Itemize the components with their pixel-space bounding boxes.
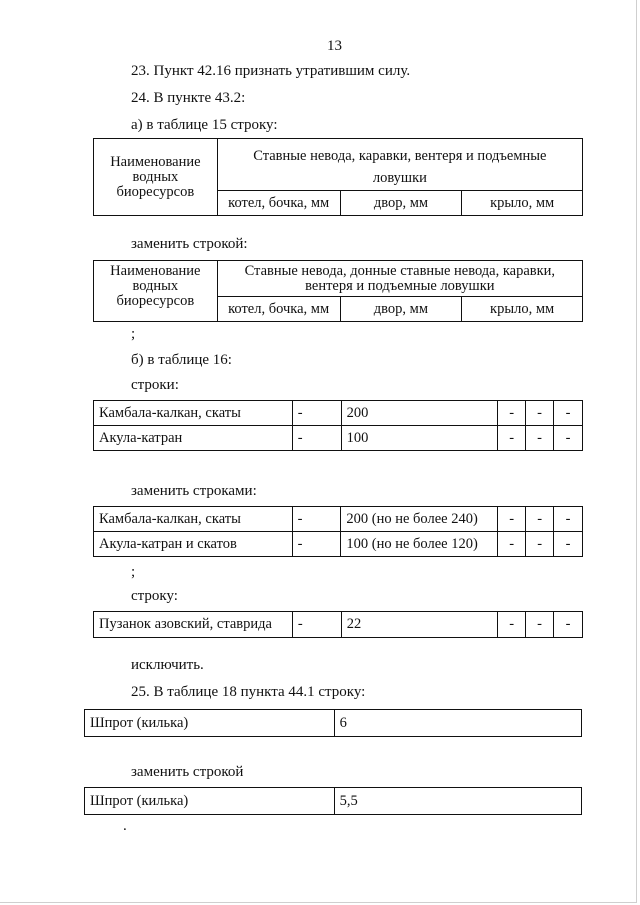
species-cell: Акула-катран и скатов [94, 532, 293, 557]
dash-cell: - [554, 612, 583, 638]
replace-rows-label: заменить строками: [131, 483, 257, 499]
col-krylo: крыло, мм [462, 297, 583, 322]
value-cell: 200 [341, 401, 497, 426]
dash-cell: - [498, 612, 526, 638]
species-cell: Камбала-калкан, скаты [94, 401, 293, 426]
table-row [94, 426, 583, 451]
dash-cell: - [292, 426, 341, 451]
dash-cell: - [554, 426, 583, 451]
row-label: строку: [131, 588, 178, 604]
table-row [94, 507, 583, 532]
table-row [94, 532, 583, 557]
gear-header: Ставные невода, каравки, вентеря и подъемные ловушки [217, 139, 582, 191]
col-dvor: двор, мм [340, 297, 462, 322]
dash-cell: - [292, 532, 341, 557]
species-cell: Пузанок азовский, ставрида [94, 612, 293, 638]
paragraph-24: 24. В пункте 43.2: [131, 90, 246, 106]
dash-cell: - [526, 426, 554, 451]
col-kotel: котел, бочка, мм [217, 297, 340, 322]
paragraph-24a: а) в таблице 15 строку: [131, 117, 278, 133]
dash-cell: - [292, 507, 341, 532]
table-15-old [93, 138, 583, 216]
col-dvor: двор, мм [340, 191, 462, 216]
dash-cell: - [526, 532, 554, 557]
species-cell: Шпрот (килька) [85, 710, 335, 737]
col-krylo: крыло, мм [462, 191, 583, 216]
dash-cell: - [498, 401, 526, 426]
value-cell: 5,5 [334, 788, 581, 815]
value-cell: 200 (но не более 240) [341, 507, 498, 532]
semicolon-1: ; [131, 326, 136, 342]
replace-row-label: заменить строкой: [131, 236, 248, 252]
table-row [85, 710, 582, 737]
gear-header: Ставные невода, донные ставные невода, каравки, вентеря и подъемные ловушки [217, 261, 582, 297]
paragraph-25: 25. В таблице 18 пункта 44.1 строку: [131, 684, 366, 700]
species-cell: Камбала-калкан, скаты [94, 507, 293, 532]
dash-cell: - [292, 401, 341, 426]
page-number: 13 [327, 38, 342, 54]
dash-cell: - [526, 401, 554, 426]
dash-cell: - [498, 426, 526, 451]
rows-label: строки: [131, 377, 179, 393]
dash-cell: - [554, 532, 583, 557]
dash-cell: - [554, 507, 583, 532]
value-cell: 22 [341, 612, 497, 638]
value-cell: 100 [341, 426, 497, 451]
name-header: Наименование водных биоресурсов [94, 139, 218, 216]
table-row [94, 612, 583, 638]
value-cell: 6 [334, 710, 581, 737]
paragraph-24b: б) в таблице 16: [131, 352, 232, 368]
table-row [94, 401, 583, 426]
paragraph-23: 23. Пункт 42.16 признать утратившим силу. [131, 63, 411, 79]
table-15-new [93, 260, 583, 322]
dash-cell: - [292, 612, 341, 638]
exclude-label: исключить. [131, 657, 204, 673]
species-cell: Акула-катран [94, 426, 293, 451]
table-18-old [84, 709, 582, 737]
col-kotel: котел, бочка, мм [217, 191, 340, 216]
table-16-old [93, 400, 583, 451]
dash-cell: - [498, 507, 526, 532]
dash-cell: - [526, 507, 554, 532]
semicolon-2: ; [131, 564, 136, 580]
table-16-delete [93, 611, 583, 638]
end-dot: . [123, 818, 127, 834]
table-16-new [93, 506, 583, 557]
table-row [85, 788, 582, 815]
value-cell: 100 (но не более 120) [341, 532, 498, 557]
species-cell: Шпрот (килька) [85, 788, 335, 815]
dash-cell: - [498, 532, 526, 557]
dash-cell: - [526, 612, 554, 638]
table-18-new [84, 787, 582, 815]
dash-cell: - [554, 401, 583, 426]
replace-row-label-2: заменить строкой [131, 764, 244, 780]
name-header: Наименование водных биоресурсов [94, 261, 218, 322]
